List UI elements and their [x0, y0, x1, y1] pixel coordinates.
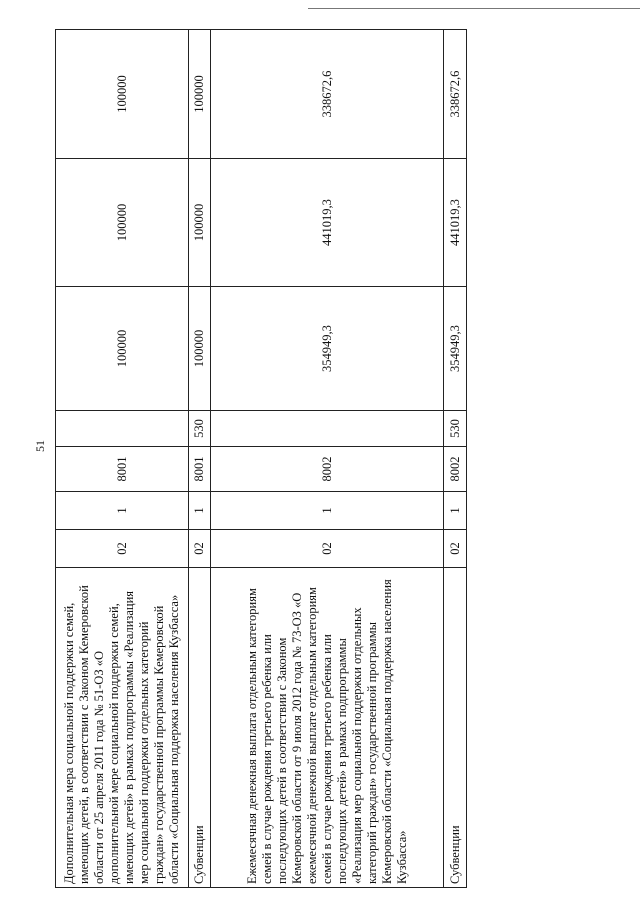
- value-year-2: 100000: [189, 159, 211, 287]
- code-subsection: 1: [189, 492, 211, 530]
- code-section: 02: [211, 530, 444, 568]
- value-year-1: 354949,3: [211, 287, 444, 411]
- row-description: Дополнительная мера социальной поддержки семей, имеющих детей, в соответствии с Законом Кемеровской области от 25 апреля 2011 года № 51-ОЗ «О дополнительной мере социальной поддержки семей, имеющих детей» в рамках подпрограммы «Реализация мер социальной поддержки отдельных категорий граждан» государственной программы Кемеровской области «Социальная поддержка населения Кузбасса»: [56, 568, 189, 888]
- code-section: 02: [189, 530, 211, 568]
- value-year-3: 100000: [56, 30, 189, 159]
- value-year-2: 441019,3: [211, 159, 444, 287]
- value-year-3: 100000: [189, 30, 211, 159]
- table-row: [189, 30, 211, 888]
- code-item: 8001: [56, 447, 189, 492]
- rotated-table-container: [55, 30, 466, 888]
- value-year-2: 441019,3: [444, 159, 467, 287]
- code-expense-type: 530: [444, 411, 467, 447]
- code-item: 8002: [211, 447, 444, 492]
- row-description: Субвенции: [189, 568, 211, 888]
- table-row: [211, 30, 444, 888]
- code-item: 8001: [189, 447, 211, 492]
- code-section: 02: [444, 530, 467, 568]
- value-year-2: 100000: [56, 159, 189, 287]
- code-item: 8002: [444, 447, 467, 492]
- header-rule: [308, 8, 640, 9]
- row-description: Субвенции: [444, 568, 467, 888]
- code-expense-type: 530: [189, 411, 211, 447]
- code-expense-type: [56, 411, 189, 447]
- code-section: 02: [56, 530, 189, 568]
- code-subsection: 1: [211, 492, 444, 530]
- value-year-3: 338672,6: [444, 30, 467, 159]
- table-row: [56, 30, 189, 888]
- code-subsection: 1: [444, 492, 467, 530]
- code-subsection: 1: [56, 492, 189, 530]
- value-year-1: 354949,3: [444, 287, 467, 411]
- value-year-1: 100000: [56, 287, 189, 411]
- page-number: 51: [33, 440, 47, 452]
- code-expense-type: [211, 411, 444, 447]
- value-year-3: 338672,6: [211, 30, 444, 159]
- budget-table: [55, 29, 467, 888]
- value-year-1: 100000: [189, 287, 211, 411]
- table-row: [444, 30, 467, 888]
- row-description: Ежемесячная денежная выплата отдельным категориям семей в случае рождения третьего ребенка или последующих детей в соответствии с Законом Кемеровской области от 9 июля 2012 года № 73-ОЗ «О ежемесячной денежной выплате отдельным категориям семей в случае рождения третьего ребенка или последующих детей» в рамках подпрограммы «Реализация мер социальной поддержки отдельных категорий граждан» государственной программы Кемеровской области «Социальная поддержка населения Кузбасса»: [211, 568, 444, 888]
